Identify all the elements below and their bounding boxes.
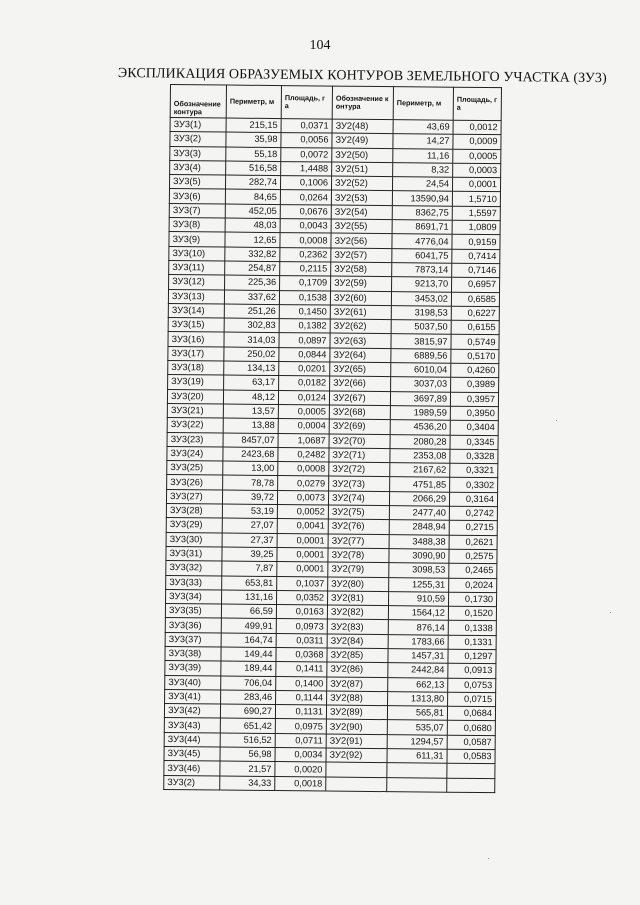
cell-contour-b: ЗУ2(76) bbox=[328, 519, 389, 534]
cell-perimeter-b: 14,27 bbox=[393, 134, 453, 149]
cell-contour-b: ЗУ2(78) bbox=[328, 548, 389, 563]
cell-perimeter-a: 13,57 bbox=[223, 404, 278, 419]
cell-area-b: 0,5749 bbox=[451, 335, 499, 350]
cell-perimeter-b: 3453,02 bbox=[391, 291, 451, 306]
cell-area-b: 0,3950 bbox=[450, 406, 498, 421]
cell-contour-b: ЗУ2(74) bbox=[328, 491, 389, 506]
cell-contour-b: ЗУ2(72) bbox=[329, 462, 390, 477]
cell-perimeter-a: 63,17 bbox=[224, 375, 279, 390]
cell-perimeter-b: 8691,71 bbox=[392, 220, 452, 235]
cell-contour-a: ЗУ3(25) bbox=[167, 461, 223, 476]
cell-area-b: 0,0913 bbox=[448, 663, 496, 678]
cell-contour-a: ЗУ3(43) bbox=[164, 718, 220, 733]
scan-speck bbox=[556, 420, 557, 421]
cell-perimeter-a: 337,62 bbox=[224, 290, 279, 305]
cell-area-a: 0,2362 bbox=[280, 247, 331, 262]
cell-area-b: 0,1297 bbox=[448, 649, 496, 664]
cell-contour-a: ЗУ3(29) bbox=[166, 518, 222, 533]
cell-contour-b: ЗУ2(77) bbox=[328, 534, 389, 549]
cell-area-b: 0,3345 bbox=[450, 435, 498, 450]
cell-perimeter-a: 332,82 bbox=[225, 247, 280, 262]
cell-perimeter-b: 1255,31 bbox=[389, 577, 449, 592]
cell-perimeter-b: 1294,57 bbox=[387, 734, 447, 749]
cell-area-a: 0,0124 bbox=[278, 390, 329, 405]
explication-table bbox=[163, 84, 502, 793]
cell-contour-b: ЗУ2(89) bbox=[326, 705, 387, 720]
cell-area-b: 1,5597 bbox=[452, 206, 500, 221]
cell-area-a: 0,0201 bbox=[279, 362, 330, 377]
cell-contour-b: ЗУ2(49) bbox=[332, 133, 393, 148]
cell-contour-b: ЗУ2(91) bbox=[326, 734, 387, 749]
cell-area-b: 0,0009 bbox=[453, 135, 501, 150]
cell-perimeter-a: 84,65 bbox=[225, 190, 280, 205]
cell-contour-a: ЗУ3(46) bbox=[164, 761, 220, 776]
cell-perimeter-a: 2423,68 bbox=[223, 447, 278, 462]
cell-perimeter-a: 706,04 bbox=[221, 676, 276, 691]
cell-perimeter-a: 39,25 bbox=[222, 547, 277, 562]
cell-perimeter-b bbox=[387, 777, 447, 792]
cell-perimeter-a: 282,74 bbox=[225, 175, 280, 190]
cell-perimeter-a: 302,83 bbox=[224, 318, 279, 333]
header-perimeter-1: Периметр, м bbox=[226, 85, 281, 119]
cell-area-b: 0,0583 bbox=[447, 749, 495, 764]
cell-perimeter-b: 2442,84 bbox=[388, 663, 448, 678]
cell-perimeter-b: 2477,40 bbox=[389, 506, 449, 521]
cell-area-b: 0,4260 bbox=[451, 363, 499, 378]
cell-area-a: 0,0043 bbox=[280, 219, 331, 234]
cell-area-b: 0,3164 bbox=[449, 492, 497, 507]
cell-area-a: 0,0676 bbox=[280, 204, 331, 219]
cell-area-a: 0,1450 bbox=[279, 304, 330, 319]
cell-area-b: 0,2715 bbox=[449, 521, 497, 536]
cell-area-b: 0,1338 bbox=[448, 621, 496, 636]
cell-perimeter-a: 516,52 bbox=[220, 733, 275, 748]
cell-area-a: 0,0001 bbox=[277, 533, 328, 548]
cell-contour-a: ЗУ3(39) bbox=[165, 661, 221, 676]
cell-contour-a: ЗУ3(23) bbox=[167, 432, 223, 447]
explication-table-wrapper bbox=[163, 84, 502, 793]
cell-contour-a: ЗУ3(2) bbox=[170, 132, 226, 147]
cell-area-b: 0,0680 bbox=[447, 721, 495, 736]
cell-contour-a: ЗУ3(18) bbox=[168, 361, 224, 376]
cell-area-b: 0,0753 bbox=[448, 678, 496, 693]
cell-contour-a: ЗУ3(11) bbox=[169, 260, 225, 275]
cell-area-b: 0,7414 bbox=[452, 249, 500, 264]
document-title: ЭКСПЛИКАЦИЯ ОБРАЗУЕМЫХ КОНТУРОВ ЗЕМЕЛЬНОГО УЧАСТКА (ЗУ3) bbox=[117, 66, 607, 87]
cell-perimeter-b: 3037,03 bbox=[391, 377, 451, 392]
cell-contour-b: ЗУ2(90) bbox=[326, 719, 387, 734]
cell-contour-b: ЗУ2(53) bbox=[331, 191, 392, 206]
cell-perimeter-a: 48,12 bbox=[223, 390, 278, 405]
cell-perimeter-a: 55,18 bbox=[226, 147, 281, 162]
cell-perimeter-b: 1457,31 bbox=[388, 649, 448, 664]
cell-perimeter-a: 13,00 bbox=[223, 461, 278, 476]
cell-area-b: 0,2621 bbox=[449, 535, 497, 550]
cell-perimeter-a: 283,46 bbox=[221, 690, 276, 705]
cell-area-b: 0,3321 bbox=[450, 463, 498, 478]
cell-area-a: 0,1382 bbox=[279, 319, 330, 334]
cell-perimeter-a: 149,44 bbox=[221, 647, 276, 662]
cell-perimeter-a: 7,87 bbox=[222, 561, 277, 576]
cell-area-b: 0,0005 bbox=[453, 149, 501, 164]
cell-perimeter-a: 66,59 bbox=[221, 604, 276, 619]
cell-contour-b: ЗУ2(71) bbox=[329, 448, 390, 463]
cell-contour-b: ЗУ2(61) bbox=[330, 305, 391, 320]
cell-perimeter-b: 3815,97 bbox=[391, 334, 451, 349]
cell-contour-a: ЗУ3(7) bbox=[169, 203, 225, 218]
cell-perimeter-a: 35,98 bbox=[226, 132, 281, 147]
cell-perimeter-b: 6889,56 bbox=[391, 348, 451, 363]
cell-area-b: 0,5170 bbox=[451, 349, 499, 364]
cell-contour-a: ЗУ3(6) bbox=[169, 189, 225, 204]
cell-perimeter-b: 13590,94 bbox=[392, 191, 452, 206]
cell-area-a: 0,1411 bbox=[276, 662, 327, 677]
cell-contour-a: ЗУ3(33) bbox=[166, 575, 222, 590]
cell-area-a: 0,0711 bbox=[275, 733, 326, 748]
cell-perimeter-a: 690,27 bbox=[220, 704, 275, 719]
cell-area-a: 0,1006 bbox=[280, 176, 331, 191]
cell-perimeter-b: 2353,08 bbox=[390, 448, 450, 463]
cell-area-a: 0,0018 bbox=[275, 776, 326, 791]
cell-area-b: 0,0715 bbox=[448, 692, 496, 707]
cell-contour-b: ЗУ2(87) bbox=[327, 677, 388, 692]
table-row bbox=[164, 775, 495, 792]
cell-perimeter-b: 6010,04 bbox=[391, 363, 451, 378]
cell-perimeter-a: 27,07 bbox=[222, 518, 277, 533]
cell-area-a: 0,1144 bbox=[276, 690, 327, 705]
cell-contour-a: ЗУ3(41) bbox=[165, 689, 221, 704]
cell-perimeter-b: 3098,53 bbox=[389, 563, 449, 578]
cell-perimeter-b: 4536,20 bbox=[390, 420, 450, 435]
cell-area-a: 0,1538 bbox=[279, 290, 330, 305]
cell-contour-b: ЗУ2(67) bbox=[329, 391, 390, 406]
cell-area-a: 0,0073 bbox=[277, 490, 328, 505]
cell-contour-a: ЗУ3(3) bbox=[170, 146, 226, 161]
cell-contour-a: ЗУ3(32) bbox=[166, 561, 222, 576]
cell-area-a: 0,0052 bbox=[277, 505, 328, 520]
cell-perimeter-b: 7873,14 bbox=[392, 263, 452, 278]
cell-area-a: 1,0687 bbox=[278, 433, 329, 448]
cell-perimeter-a: 27,37 bbox=[222, 533, 277, 548]
cell-contour-b: ЗУ2(59) bbox=[331, 276, 392, 291]
cell-area-a: 0,0279 bbox=[278, 476, 329, 491]
cell-perimeter-b: 4751,85 bbox=[390, 477, 450, 492]
cell-perimeter-b: 611,31 bbox=[387, 749, 447, 764]
cell-contour-a: ЗУ3(9) bbox=[169, 232, 225, 247]
cell-area-a: 0,0041 bbox=[277, 519, 328, 534]
cell-perimeter-a: 250,02 bbox=[224, 347, 279, 362]
cell-contour-a: ЗУ3(16) bbox=[168, 332, 224, 347]
cell-perimeter-b: 3488,38 bbox=[389, 534, 449, 549]
cell-perimeter-a: 12,65 bbox=[225, 232, 280, 247]
cell-contour-b: ЗУ2(54) bbox=[331, 205, 392, 220]
cell-area-a: 0,0008 bbox=[278, 462, 329, 477]
cell-area-a: 1,4488 bbox=[281, 161, 332, 176]
cell-area-b: 1,0809 bbox=[452, 220, 500, 235]
cell-area-b: 0,2575 bbox=[449, 549, 497, 564]
cell-area-b bbox=[447, 764, 495, 779]
cell-area-b: 0,2024 bbox=[449, 578, 497, 593]
cell-perimeter-b: 3198,53 bbox=[391, 305, 451, 320]
cell-area-a: 0,0973 bbox=[276, 619, 327, 634]
cell-contour-b: ЗУ2(66) bbox=[330, 376, 391, 391]
cell-area-b: 0,6227 bbox=[451, 306, 499, 321]
cell-contour-a: ЗУ3(28) bbox=[166, 504, 222, 519]
cell-area-b: 0,1520 bbox=[448, 606, 496, 621]
cell-area-b: 0,9159 bbox=[452, 235, 500, 250]
cell-perimeter-a: 452,05 bbox=[225, 204, 280, 219]
cell-contour-a: ЗУ3(17) bbox=[168, 346, 224, 361]
cell-area-a: 0,0020 bbox=[275, 762, 326, 777]
cell-area-a: 0,1400 bbox=[276, 676, 327, 691]
cell-perimeter-a: 21,57 bbox=[220, 761, 275, 776]
cell-contour-a: ЗУ3(1) bbox=[170, 118, 226, 133]
cell-perimeter-a: 164,74 bbox=[221, 633, 276, 648]
cell-perimeter-a: 189,44 bbox=[221, 661, 276, 676]
page-number: 104 bbox=[309, 38, 331, 53]
cell-area-a: 0,0844 bbox=[279, 347, 330, 362]
cell-area-b: 0,3328 bbox=[450, 449, 498, 464]
cell-perimeter-b: 662,13 bbox=[388, 677, 448, 692]
cell-contour-a: ЗУ3(15) bbox=[168, 318, 224, 333]
cell-area-a: 0,0264 bbox=[280, 190, 331, 205]
cell-contour-b: ЗУ2(81) bbox=[328, 591, 389, 606]
cell-contour-b: ЗУ2(79) bbox=[328, 562, 389, 577]
cell-area-b: 0,3989 bbox=[451, 378, 499, 393]
cell-perimeter-b: 11,16 bbox=[393, 148, 453, 163]
cell-perimeter-b: 1564,12 bbox=[388, 606, 448, 621]
cell-contour-a: ЗУ3(14) bbox=[168, 303, 224, 318]
cell-perimeter-b: 910,59 bbox=[389, 591, 449, 606]
table-body bbox=[164, 118, 501, 793]
scan-speck bbox=[488, 858, 489, 859]
cell-perimeter-a: 314,03 bbox=[224, 332, 279, 347]
cell-perimeter-b: 5037,50 bbox=[391, 320, 451, 335]
cell-area-b: 0,7146 bbox=[452, 263, 500, 278]
cell-contour-b: ЗУ2(48) bbox=[332, 119, 393, 134]
cell-contour-b: ЗУ2(82) bbox=[327, 605, 388, 620]
cell-perimeter-a: 134,13 bbox=[224, 361, 279, 376]
cell-perimeter-b: 876,14 bbox=[388, 620, 448, 635]
cell-contour-a: ЗУ3(10) bbox=[169, 246, 225, 261]
cell-contour-b: ЗУ2(63) bbox=[330, 334, 391, 349]
cell-area-b: 0,3957 bbox=[450, 392, 498, 407]
cell-contour-a: ЗУ3(36) bbox=[165, 618, 221, 633]
cell-perimeter-a: 225,36 bbox=[225, 275, 280, 290]
cell-perimeter-a: 254,87 bbox=[225, 261, 280, 276]
cell-area-a: 0,0311 bbox=[276, 633, 327, 648]
cell-area-a: 0,0005 bbox=[278, 404, 329, 419]
cell-perimeter-a: 13,88 bbox=[223, 418, 278, 433]
cell-perimeter-b: 8,32 bbox=[393, 163, 453, 178]
cell-contour-a: ЗУ3(24) bbox=[167, 446, 223, 461]
cell-area-a: 0,0975 bbox=[275, 719, 326, 734]
cell-contour-a: ЗУ3(5) bbox=[169, 175, 225, 190]
cell-contour-a: ЗУ3(31) bbox=[166, 546, 222, 561]
cell-contour-b: ЗУ2(73) bbox=[329, 476, 390, 491]
cell-contour-b bbox=[326, 777, 387, 792]
cell-contour-a: ЗУ3(8) bbox=[169, 218, 225, 233]
cell-contour-b: ЗУ2(57) bbox=[331, 248, 392, 263]
cell-perimeter-a: 215,15 bbox=[226, 118, 281, 133]
cell-area-a: 0,0072 bbox=[281, 147, 332, 162]
cell-perimeter-b: 2848,94 bbox=[389, 520, 449, 535]
cell-perimeter-a: 653,81 bbox=[222, 576, 277, 591]
cell-area-b: 0,3302 bbox=[450, 478, 498, 493]
cell-contour-b: ЗУ2(83) bbox=[327, 619, 388, 634]
cell-area-b: 0,6957 bbox=[452, 277, 500, 292]
cell-area-b: 0,6585 bbox=[451, 292, 499, 307]
cell-area-b: 1,5710 bbox=[452, 192, 500, 207]
cell-perimeter-b: 4776,04 bbox=[392, 234, 452, 249]
cell-contour-a: ЗУ3(19) bbox=[168, 375, 224, 390]
cell-contour-a: ЗУ3(2) bbox=[164, 775, 220, 790]
cell-contour-b: ЗУ2(69) bbox=[329, 419, 390, 434]
cell-contour-a: ЗУ3(13) bbox=[168, 289, 224, 304]
cell-area-a: 0,0368 bbox=[276, 648, 327, 663]
cell-perimeter-a: 34,33 bbox=[220, 776, 275, 791]
cell-contour-b bbox=[326, 762, 387, 777]
cell-contour-b: ЗУ2(60) bbox=[330, 291, 391, 306]
cell-perimeter-b: 2080,28 bbox=[390, 434, 450, 449]
cell-contour-b: ЗУ2(84) bbox=[327, 634, 388, 649]
cell-perimeter-a: 8457,07 bbox=[223, 433, 278, 448]
cell-contour-a: ЗУ3(44) bbox=[164, 732, 220, 747]
cell-perimeter-b: 1313,80 bbox=[388, 691, 448, 706]
cell-perimeter-a: 53,19 bbox=[222, 504, 277, 519]
cell-perimeter-b: 2066,29 bbox=[389, 491, 449, 506]
cell-contour-a: ЗУ3(37) bbox=[165, 632, 221, 647]
cell-perimeter-a: 131,16 bbox=[222, 590, 277, 605]
cell-contour-b: ЗУ2(65) bbox=[330, 362, 391, 377]
cell-area-b: 0,0012 bbox=[453, 120, 501, 135]
cell-area-a: 0,0001 bbox=[277, 547, 328, 562]
cell-contour-a: ЗУ3(30) bbox=[166, 532, 222, 547]
cell-perimeter-b: 1783,66 bbox=[388, 634, 448, 649]
cell-contour-b: ЗУ2(64) bbox=[330, 348, 391, 363]
cell-area-a: 0,1131 bbox=[275, 705, 326, 720]
cell-contour-b: ЗУ2(88) bbox=[327, 691, 388, 706]
cell-area-b: 0,1730 bbox=[448, 592, 496, 607]
cell-contour-b: ЗУ2(68) bbox=[329, 405, 390, 420]
cell-area-a: 0,2115 bbox=[280, 262, 331, 277]
header-contour-2: Обозначение контура bbox=[332, 86, 393, 120]
cell-perimeter-b: 1989,59 bbox=[390, 406, 450, 421]
cell-contour-b: ЗУ2(86) bbox=[327, 662, 388, 677]
cell-perimeter-a: 48,03 bbox=[225, 218, 280, 233]
header-area-2: Площадь, га bbox=[453, 87, 501, 120]
cell-area-a: 0,0182 bbox=[279, 376, 330, 391]
cell-area-a: 0,0371 bbox=[281, 119, 332, 134]
cell-area-a: 0,0004 bbox=[278, 419, 329, 434]
cell-area-b bbox=[447, 778, 495, 793]
cell-contour-b: ЗУ2(56) bbox=[331, 233, 392, 248]
cell-perimeter-b: 6041,75 bbox=[392, 248, 452, 263]
cell-area-a: 0,0897 bbox=[279, 333, 330, 348]
cell-perimeter-b: 2167,62 bbox=[390, 463, 450, 478]
cell-contour-b: ЗУ2(92) bbox=[326, 748, 387, 763]
header-area-1: Площадь, га bbox=[281, 86, 332, 119]
cell-contour-a: ЗУ3(38) bbox=[165, 646, 221, 661]
cell-perimeter-a: 78,78 bbox=[223, 475, 278, 490]
cell-area-a: 0,0008 bbox=[280, 233, 331, 248]
cell-contour-a: ЗУ3(4) bbox=[170, 160, 226, 175]
cell-contour-b: ЗУ2(55) bbox=[331, 219, 392, 234]
cell-area-b: 0,2742 bbox=[449, 506, 497, 521]
cell-perimeter-b bbox=[387, 763, 447, 778]
cell-contour-b: ЗУ2(75) bbox=[328, 505, 389, 520]
cell-contour-b: ЗУ2(85) bbox=[327, 648, 388, 663]
cell-contour-b: ЗУ2(50) bbox=[332, 148, 393, 163]
header-contour-1: Обозначение контура bbox=[170, 85, 226, 119]
cell-contour-a: ЗУ3(42) bbox=[164, 704, 220, 719]
cell-area-a: 0,2482 bbox=[278, 447, 329, 462]
cell-perimeter-b: 3697,89 bbox=[390, 391, 450, 406]
cell-area-b: 0,3404 bbox=[450, 420, 498, 435]
cell-area-b: 0,0684 bbox=[447, 706, 495, 721]
table-header-row bbox=[170, 85, 501, 121]
cell-perimeter-b: 43,69 bbox=[393, 120, 453, 135]
cell-area-a: 0,0352 bbox=[277, 590, 328, 605]
cell-contour-a: ЗУ3(21) bbox=[167, 403, 223, 418]
cell-area-a: 0,0001 bbox=[277, 562, 328, 577]
cell-area-b: 0,6155 bbox=[451, 320, 499, 335]
cell-area-a: 0,1037 bbox=[277, 576, 328, 591]
cell-contour-b: ЗУ2(51) bbox=[332, 162, 393, 177]
cell-perimeter-b: 3090,90 bbox=[389, 549, 449, 564]
header-perimeter-2: Периметр, м bbox=[393, 87, 453, 121]
cell-perimeter-b: 565,81 bbox=[387, 706, 447, 721]
cell-contour-a: ЗУ3(40) bbox=[165, 675, 221, 690]
cell-perimeter-b: 9213,70 bbox=[392, 277, 452, 292]
cell-contour-a: ЗУ3(35) bbox=[165, 604, 221, 619]
cell-perimeter-b: 8362,75 bbox=[392, 205, 452, 220]
cell-area-a: 0,1709 bbox=[280, 276, 331, 291]
cell-contour-a: ЗУ3(45) bbox=[164, 747, 220, 762]
cell-perimeter-a: 516,58 bbox=[226, 161, 281, 176]
cell-area-b: 0,0587 bbox=[447, 735, 495, 750]
cell-perimeter-a: 39,72 bbox=[222, 490, 277, 505]
cell-contour-a: ЗУ3(34) bbox=[166, 589, 222, 604]
cell-perimeter-a: 499,91 bbox=[221, 618, 276, 633]
cell-area-a: 0,0163 bbox=[276, 605, 327, 620]
cell-contour-a: ЗУ3(12) bbox=[169, 275, 225, 290]
cell-contour-b: ЗУ2(52) bbox=[331, 176, 392, 191]
cell-perimeter-a: 251,26 bbox=[224, 304, 279, 319]
cell-area-b: 0,0003 bbox=[453, 163, 501, 178]
scan-speck bbox=[610, 612, 611, 613]
cell-area-a: 0,0034 bbox=[275, 748, 326, 763]
cell-contour-a: ЗУ3(26) bbox=[167, 475, 223, 490]
cell-area-b: 0,2465 bbox=[449, 563, 497, 578]
cell-area-b: 0,0001 bbox=[452, 177, 500, 192]
cell-contour-b: ЗУ2(58) bbox=[331, 262, 392, 277]
cell-contour-b: ЗУ2(62) bbox=[330, 319, 391, 334]
cell-area-b: 0,1331 bbox=[448, 635, 496, 650]
cell-contour-b: ЗУ2(70) bbox=[329, 434, 390, 449]
cell-contour-a: ЗУ3(22) bbox=[167, 418, 223, 433]
cell-area-a: 0,0056 bbox=[281, 133, 332, 148]
cell-contour-b: ЗУ2(80) bbox=[328, 577, 389, 592]
cell-perimeter-b: 24,54 bbox=[392, 177, 452, 192]
cell-contour-a: ЗУ3(27) bbox=[166, 489, 222, 504]
cell-perimeter-a: 651,42 bbox=[220, 718, 275, 733]
cell-contour-a: ЗУ3(20) bbox=[167, 389, 223, 404]
cell-perimeter-a: 56,98 bbox=[220, 747, 275, 762]
cell-perimeter-b: 535,07 bbox=[387, 720, 447, 735]
